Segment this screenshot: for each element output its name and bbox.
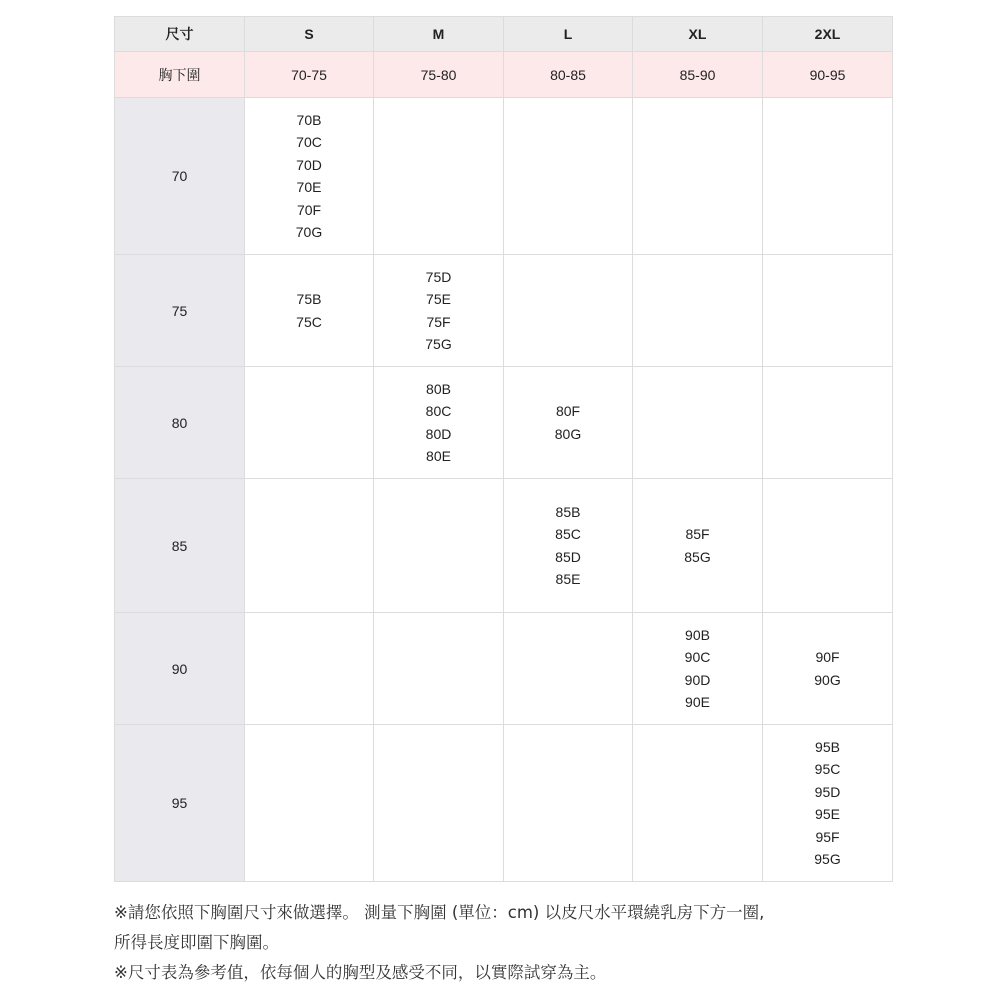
cup-cell <box>504 613 633 725</box>
cup-size: 80G <box>554 425 582 442</box>
cup-size: 95D <box>814 783 841 800</box>
cup-size: 90E <box>685 694 710 710</box>
cup-cell <box>245 479 374 613</box>
band-row-label: 75 <box>115 255 245 367</box>
cup-size-list <box>374 266 503 356</box>
band-label: 胸下圍 <box>115 52 245 98</box>
cup-cell <box>504 479 633 613</box>
cup-size: 75B <box>296 291 322 307</box>
cup-size-list <box>633 624 762 714</box>
cup-cell <box>763 479 893 613</box>
cup-cell <box>763 613 893 725</box>
cup-size: 80C <box>425 403 452 419</box>
cup-size-list <box>633 523 762 568</box>
cup-size: 90F <box>815 649 840 665</box>
cup-cell <box>633 479 763 613</box>
cup-cell <box>633 98 763 255</box>
cup-size: 90D <box>684 671 711 688</box>
cup-cell <box>374 479 504 613</box>
cup-cell <box>245 725 374 882</box>
band-row-label: 95 <box>115 725 245 882</box>
cup-size: 95F <box>815 828 840 845</box>
band-row-label: 90 <box>115 613 245 725</box>
band-row-label: 80 <box>115 367 245 479</box>
band-row-label: 70 <box>115 98 245 255</box>
cup-cell <box>633 725 763 882</box>
cup-cell <box>374 725 504 882</box>
cup-cell <box>504 255 633 367</box>
table-row <box>115 98 893 255</box>
cup-cell <box>374 367 504 479</box>
cup-size: 75C <box>296 313 322 330</box>
band-range: 90-95 <box>763 52 893 98</box>
cup-cell <box>763 367 893 479</box>
size-notes <box>114 898 974 988</box>
cup-cell <box>504 725 633 882</box>
cup-size-list <box>763 736 892 871</box>
cup-size: 95G <box>814 851 841 867</box>
size-header: L <box>504 17 633 52</box>
band-row-label: 85 <box>115 479 245 613</box>
size-header: XL <box>633 17 763 52</box>
cup-size: 70B <box>296 111 322 128</box>
cup-cell <box>504 367 633 479</box>
cup-cell <box>763 255 893 367</box>
cup-size-list <box>245 288 373 333</box>
cup-size-list <box>763 646 892 691</box>
size-chart-table <box>114 16 893 882</box>
size-header-row <box>115 17 893 52</box>
band-range-row <box>115 52 893 98</box>
cup-cell <box>763 98 893 255</box>
cup-size: 75D <box>425 268 452 285</box>
cup-cell <box>374 98 504 255</box>
band-range: 70-75 <box>245 52 374 98</box>
cup-size: 80B <box>426 380 451 397</box>
cup-size: 80E <box>426 448 451 464</box>
cup-size: 90G <box>814 671 841 688</box>
cup-cell <box>245 367 374 479</box>
note-reference: ※尺寸表為參考值，依每個人的胸型及感受不同，以實際試穿為主。 <box>114 963 607 982</box>
band-range: 85-90 <box>633 52 763 98</box>
cup-size: 70F <box>296 201 322 218</box>
size-header: 2XL <box>763 17 893 52</box>
table-row <box>115 367 893 479</box>
cup-size: 80F <box>555 403 581 419</box>
cup-cell <box>374 255 504 367</box>
cup-size: 95B <box>815 738 840 755</box>
cup-cell <box>763 725 893 882</box>
cup-cell <box>504 98 633 255</box>
band-range: 80-85 <box>504 52 633 98</box>
table-row <box>115 725 893 882</box>
corner-label: 尺寸 <box>115 17 245 52</box>
cup-size: 75G <box>425 336 452 352</box>
cup-size: 95E <box>815 806 840 822</box>
cup-cell <box>245 255 374 367</box>
cup-size: 90C <box>684 649 711 665</box>
cup-cell <box>374 613 504 725</box>
cup-size-list <box>504 501 632 591</box>
cup-cell <box>245 98 374 255</box>
cup-size: 85D <box>555 548 581 565</box>
cup-size: 85C <box>555 526 581 542</box>
cup-size-list <box>374 378 503 468</box>
cup-size: 95C <box>814 761 841 777</box>
cup-cell <box>245 613 374 725</box>
table-row <box>115 255 893 367</box>
cup-cell <box>633 613 763 725</box>
cup-size: 75E <box>426 291 451 307</box>
cup-size: 90B <box>685 626 710 643</box>
cup-size: 70D <box>296 156 322 173</box>
cup-size: 70G <box>295 224 323 240</box>
note-measure: ※請您依照下胸圍尺寸來做選擇。 測量下胸圍 (單位：cm) 以皮尺水平環繞乳房下方一圈, <box>114 903 765 922</box>
cup-size-list <box>504 400 632 445</box>
table-row <box>115 479 893 613</box>
note-measure-cont: 所得長度即圍下胸圍。 <box>114 933 279 952</box>
cup-size: 85B <box>555 503 581 520</box>
size-header: S <box>245 17 374 52</box>
cup-size: 80D <box>425 425 452 442</box>
cup-size: 75F <box>426 313 451 330</box>
cup-size: 85E <box>555 571 581 587</box>
cup-size: 85F <box>685 526 710 542</box>
size-header: M <box>374 17 504 52</box>
band-range: 75-80 <box>374 52 504 98</box>
cup-size-list <box>245 109 373 244</box>
table-row <box>115 613 893 725</box>
cup-cell <box>633 367 763 479</box>
cup-size: 70E <box>296 179 322 195</box>
cup-size: 85G <box>684 548 711 565</box>
cup-cell <box>633 255 763 367</box>
cup-size: 70C <box>296 134 322 150</box>
